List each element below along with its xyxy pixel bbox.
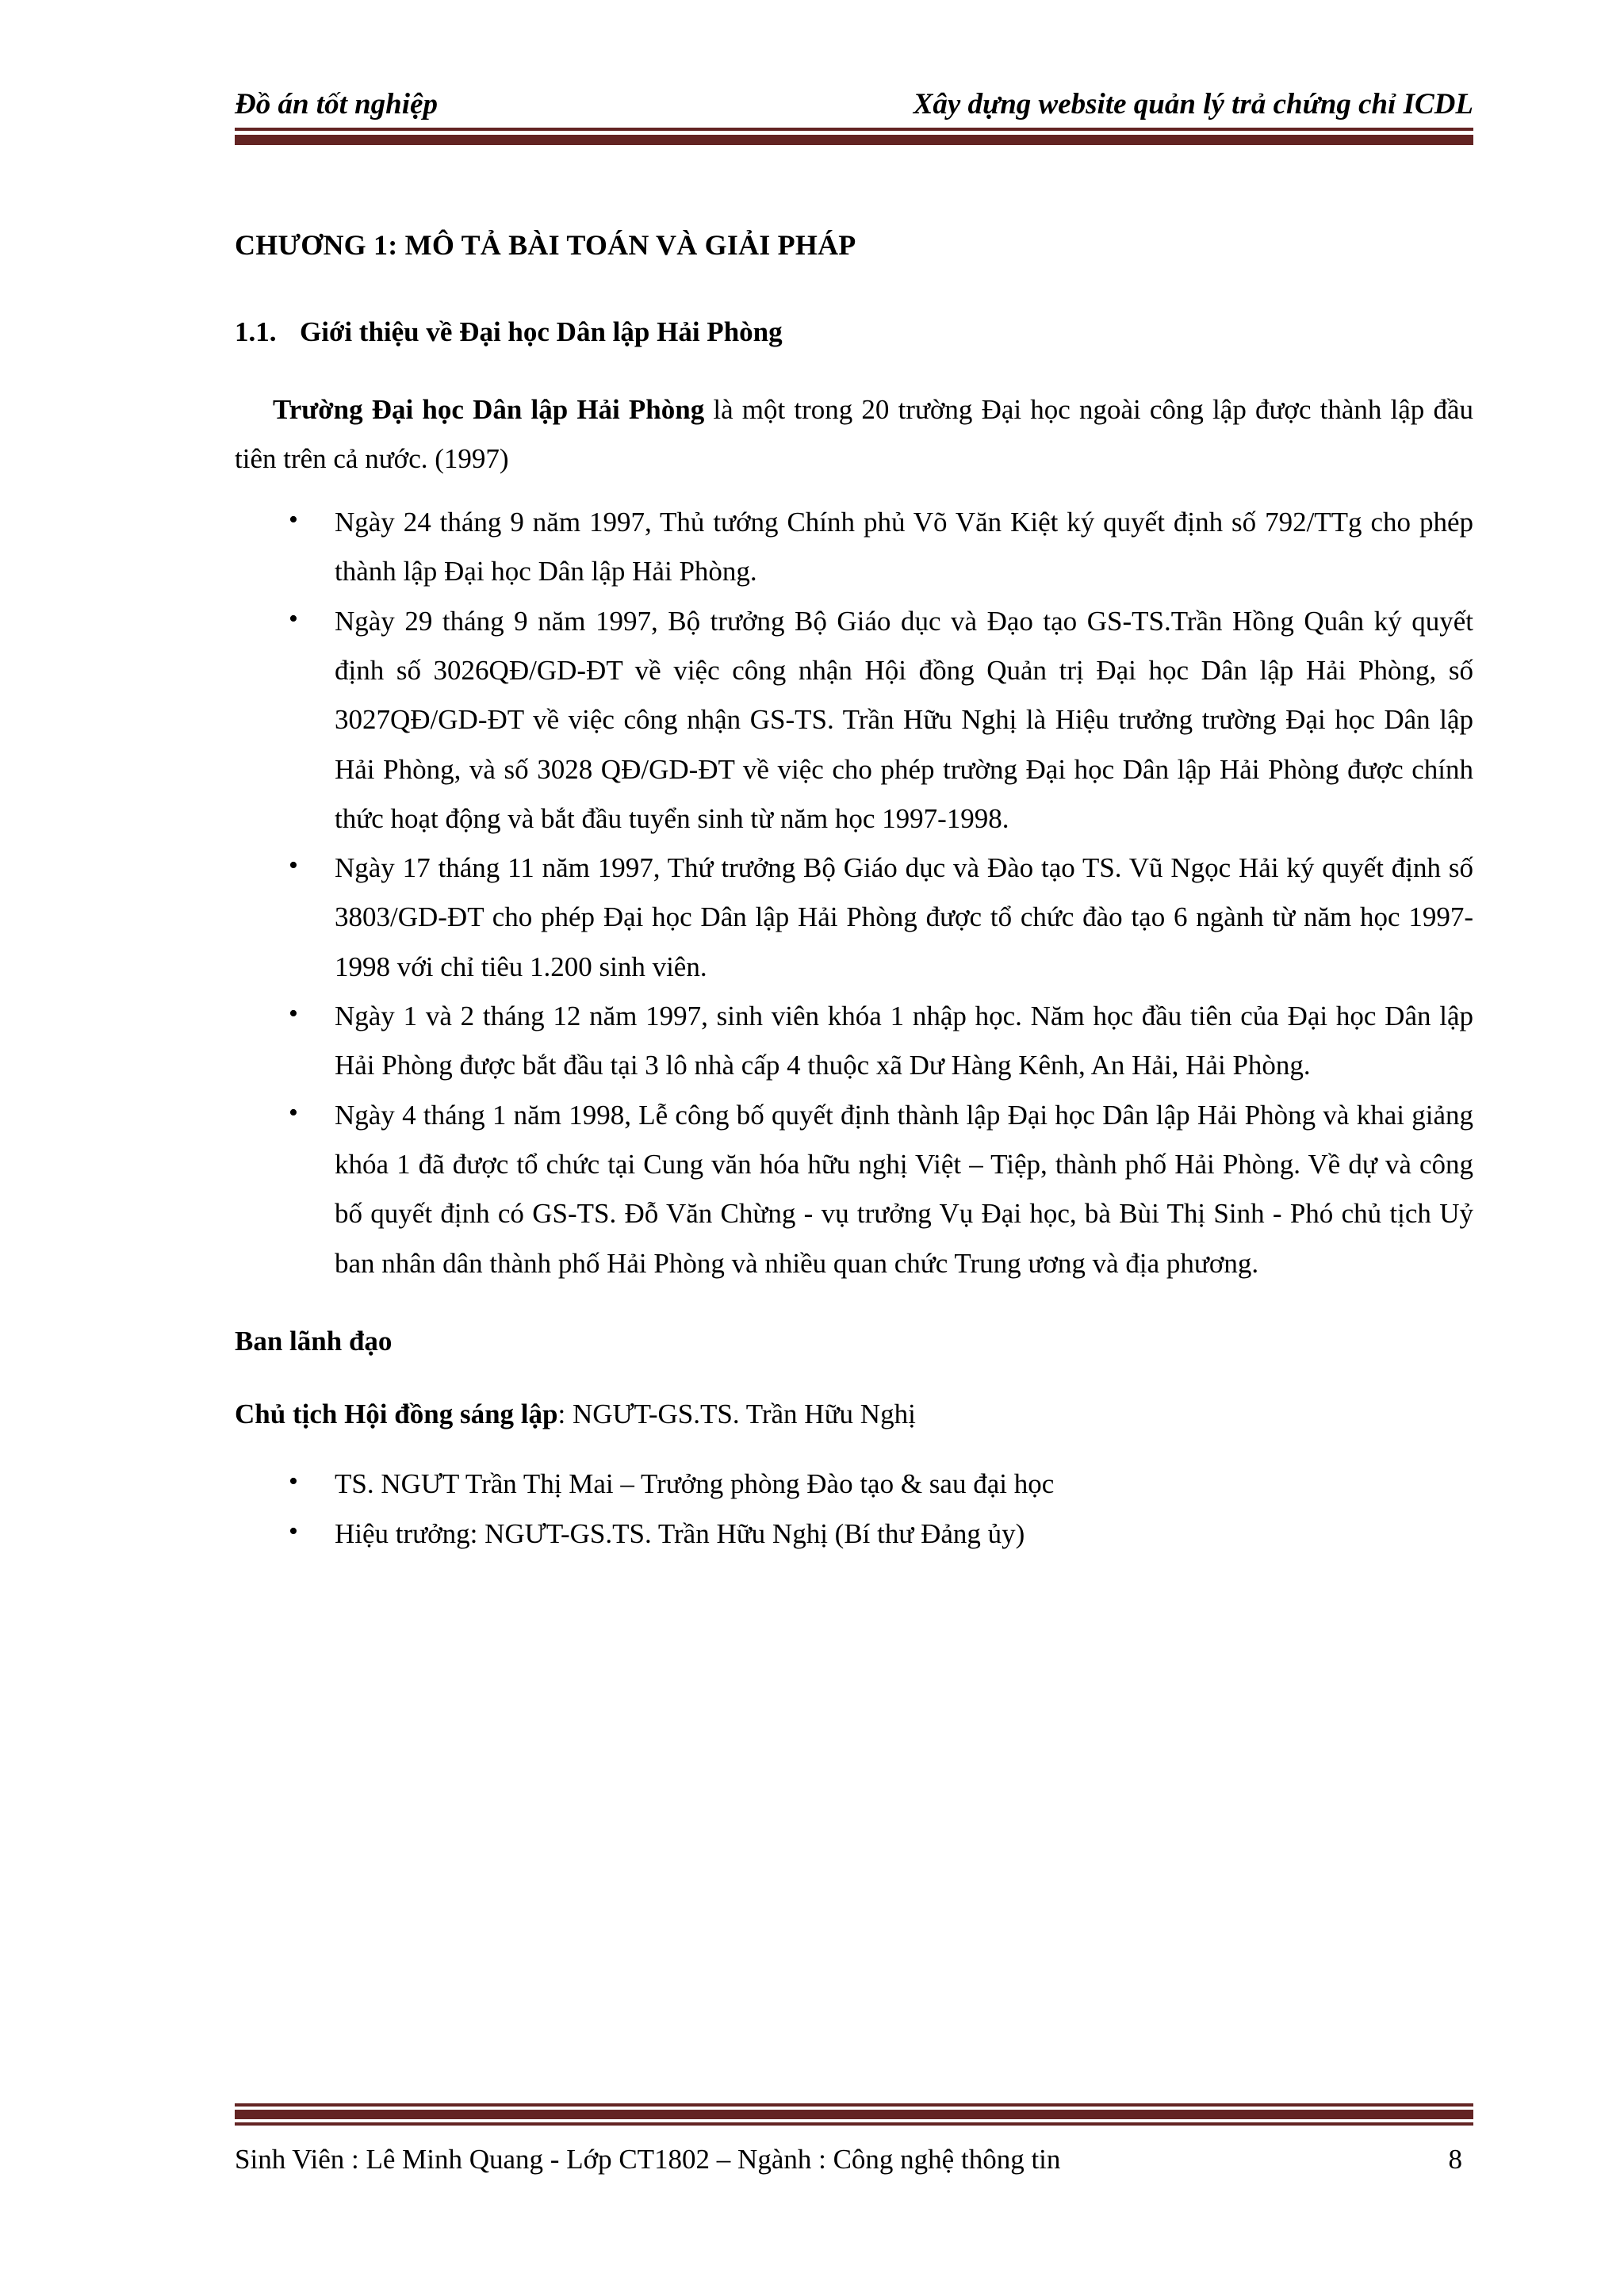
footer-row (235, 2140, 1473, 2179)
page-header (235, 87, 1473, 145)
page-number: 8 (1448, 2144, 1462, 2175)
section-number: 1.1. (235, 316, 277, 347)
intro-paragraph (235, 385, 1473, 484)
header-row (235, 87, 1473, 122)
header-divider-thick-bar (235, 135, 1473, 145)
section-heading (235, 312, 1473, 354)
intro-bold-lead: Trường Đại học Dân lập Hải Phòng (273, 393, 705, 425)
header-right-title: Xây dựng website quản lý trả chứng chỉ ICDL (913, 88, 1473, 121)
footer-divider-thin-bottom (235, 2122, 1473, 2126)
history-bullet-list (235, 498, 1473, 1288)
document-body (235, 224, 1473, 1559)
footer-divider-thin-top (235, 2103, 1473, 2107)
chairman-label: Chủ tịch Hội đồng sáng lập (235, 1399, 558, 1430)
header-left-title: Đồ án tốt nghiệp (235, 88, 438, 121)
header-divider (235, 128, 1473, 145)
list-item: • Ngày 17 tháng 11 năm 1997, Thứ trưởng Bộ Giáo dục và Đào tạo TS. Vũ Ngọc Hải ký quyết định số 3803/GD-ĐT cho phép Đại học Dân lập Hải Phòng được tổ chức đào tạo 6 ngành từ năm học 1997-1998 với chỉ tiêu 1.200 sinh viên. (235, 844, 1473, 992)
chapter-title: CHƯƠNG 1: MÔ TẢ BÀI TOÁN VÀ GIẢI PHÁP (235, 229, 856, 261)
footer-divider-thick-bar (235, 2110, 1473, 2119)
chairman-line (235, 1390, 1473, 1439)
list-item: • Ngày 29 tháng 9 năm 1997, Bộ trưởng Bộ Giáo dục và Đạo tạo GS-TS.Trần Hồng Quân ký quyết định số 3026QĐ/GD-ĐT về việc công nhận Hội đồng Quản trị Đại học Dân lập Hải Phòng, số 3027QĐ/GD-ĐT về việc công nhận GS-TS. Trần Hữu Nghị là Hiệu trưởng trường Đại học Dân lập Hải Phòng, và số 3028 QĐ/GD-ĐT về việc cho phép trường Đại học Dân lập Hải Phòng được chính thức hoạt động và bắt đầu tuyển sinh từ năm học 1997-1998. (235, 597, 1473, 844)
page-footer (235, 2103, 1473, 2179)
list-item: • TS. NGƯT Trần Thị Mai – Trưởng phòng Đào tạo & sau đại học (235, 1460, 1473, 1509)
chairman-value: : NGƯT-GS.TS. Trần Hữu Nghị (557, 1399, 916, 1430)
footer-divider (235, 2103, 1473, 2126)
list-item: • Hiệu trưởng: NGƯT-GS.TS. Trần Hữu Nghị (Bí thư Đảng ủy) (235, 1510, 1473, 1559)
section-title: Giới thiệu về Đại học Dân lập Hải Phòng (300, 316, 783, 347)
leadership-heading: Ban lãnh đạo (235, 1325, 393, 1357)
list-item: • Ngày 4 tháng 1 năm 1998, Lễ công bố quyết định thành lập Đại học Dân lập Hải Phòng và khai giảng khóa 1 đã được tổ chức tại Cung văn hóa hữu nghị Việt – Tiệp, thành phố Hải Phòng. Về dự và công bố quyết định có GS-TS. Đỗ Văn Chừng - vụ trưởng Vụ Đại học, bà Bùi Thị Sinh - Phó chủ tịch Uỷ ban nhân dân thành phố Hải Phòng và nhiều quan chức Trung ương và địa phương. (235, 1091, 1473, 1288)
footer-student-info: Sinh Viên : Lê Minh Quang - Lớp CT1802 – Ngành : Công nghệ thông tin (235, 2144, 1061, 2175)
list-item: • Ngày 24 tháng 9 năm 1997, Thủ tướng Chính phủ Võ Văn Kiệt ký quyết định số 792/TTg cho phép thành lập Đại học Dân lập Hải Phòng. (235, 498, 1473, 597)
intro-rest: là một trong 20 trường Đại học ngoài công lập được thành lập đầu tiên trên cả nước. (1997) (235, 393, 1473, 474)
leadership-bullet-list (235, 1460, 1473, 1559)
list-item: • Ngày 1 và 2 tháng 12 năm 1997, sinh viên khóa 1 nhập học. Năm học đầu tiên của Đại học Dân lập Hải Phòng được bắt đầu tại 3 lô nhà cấp 4 thuộc xã Dư Hàng Kênh, An Hải, Hải Phòng. (235, 992, 1473, 1091)
